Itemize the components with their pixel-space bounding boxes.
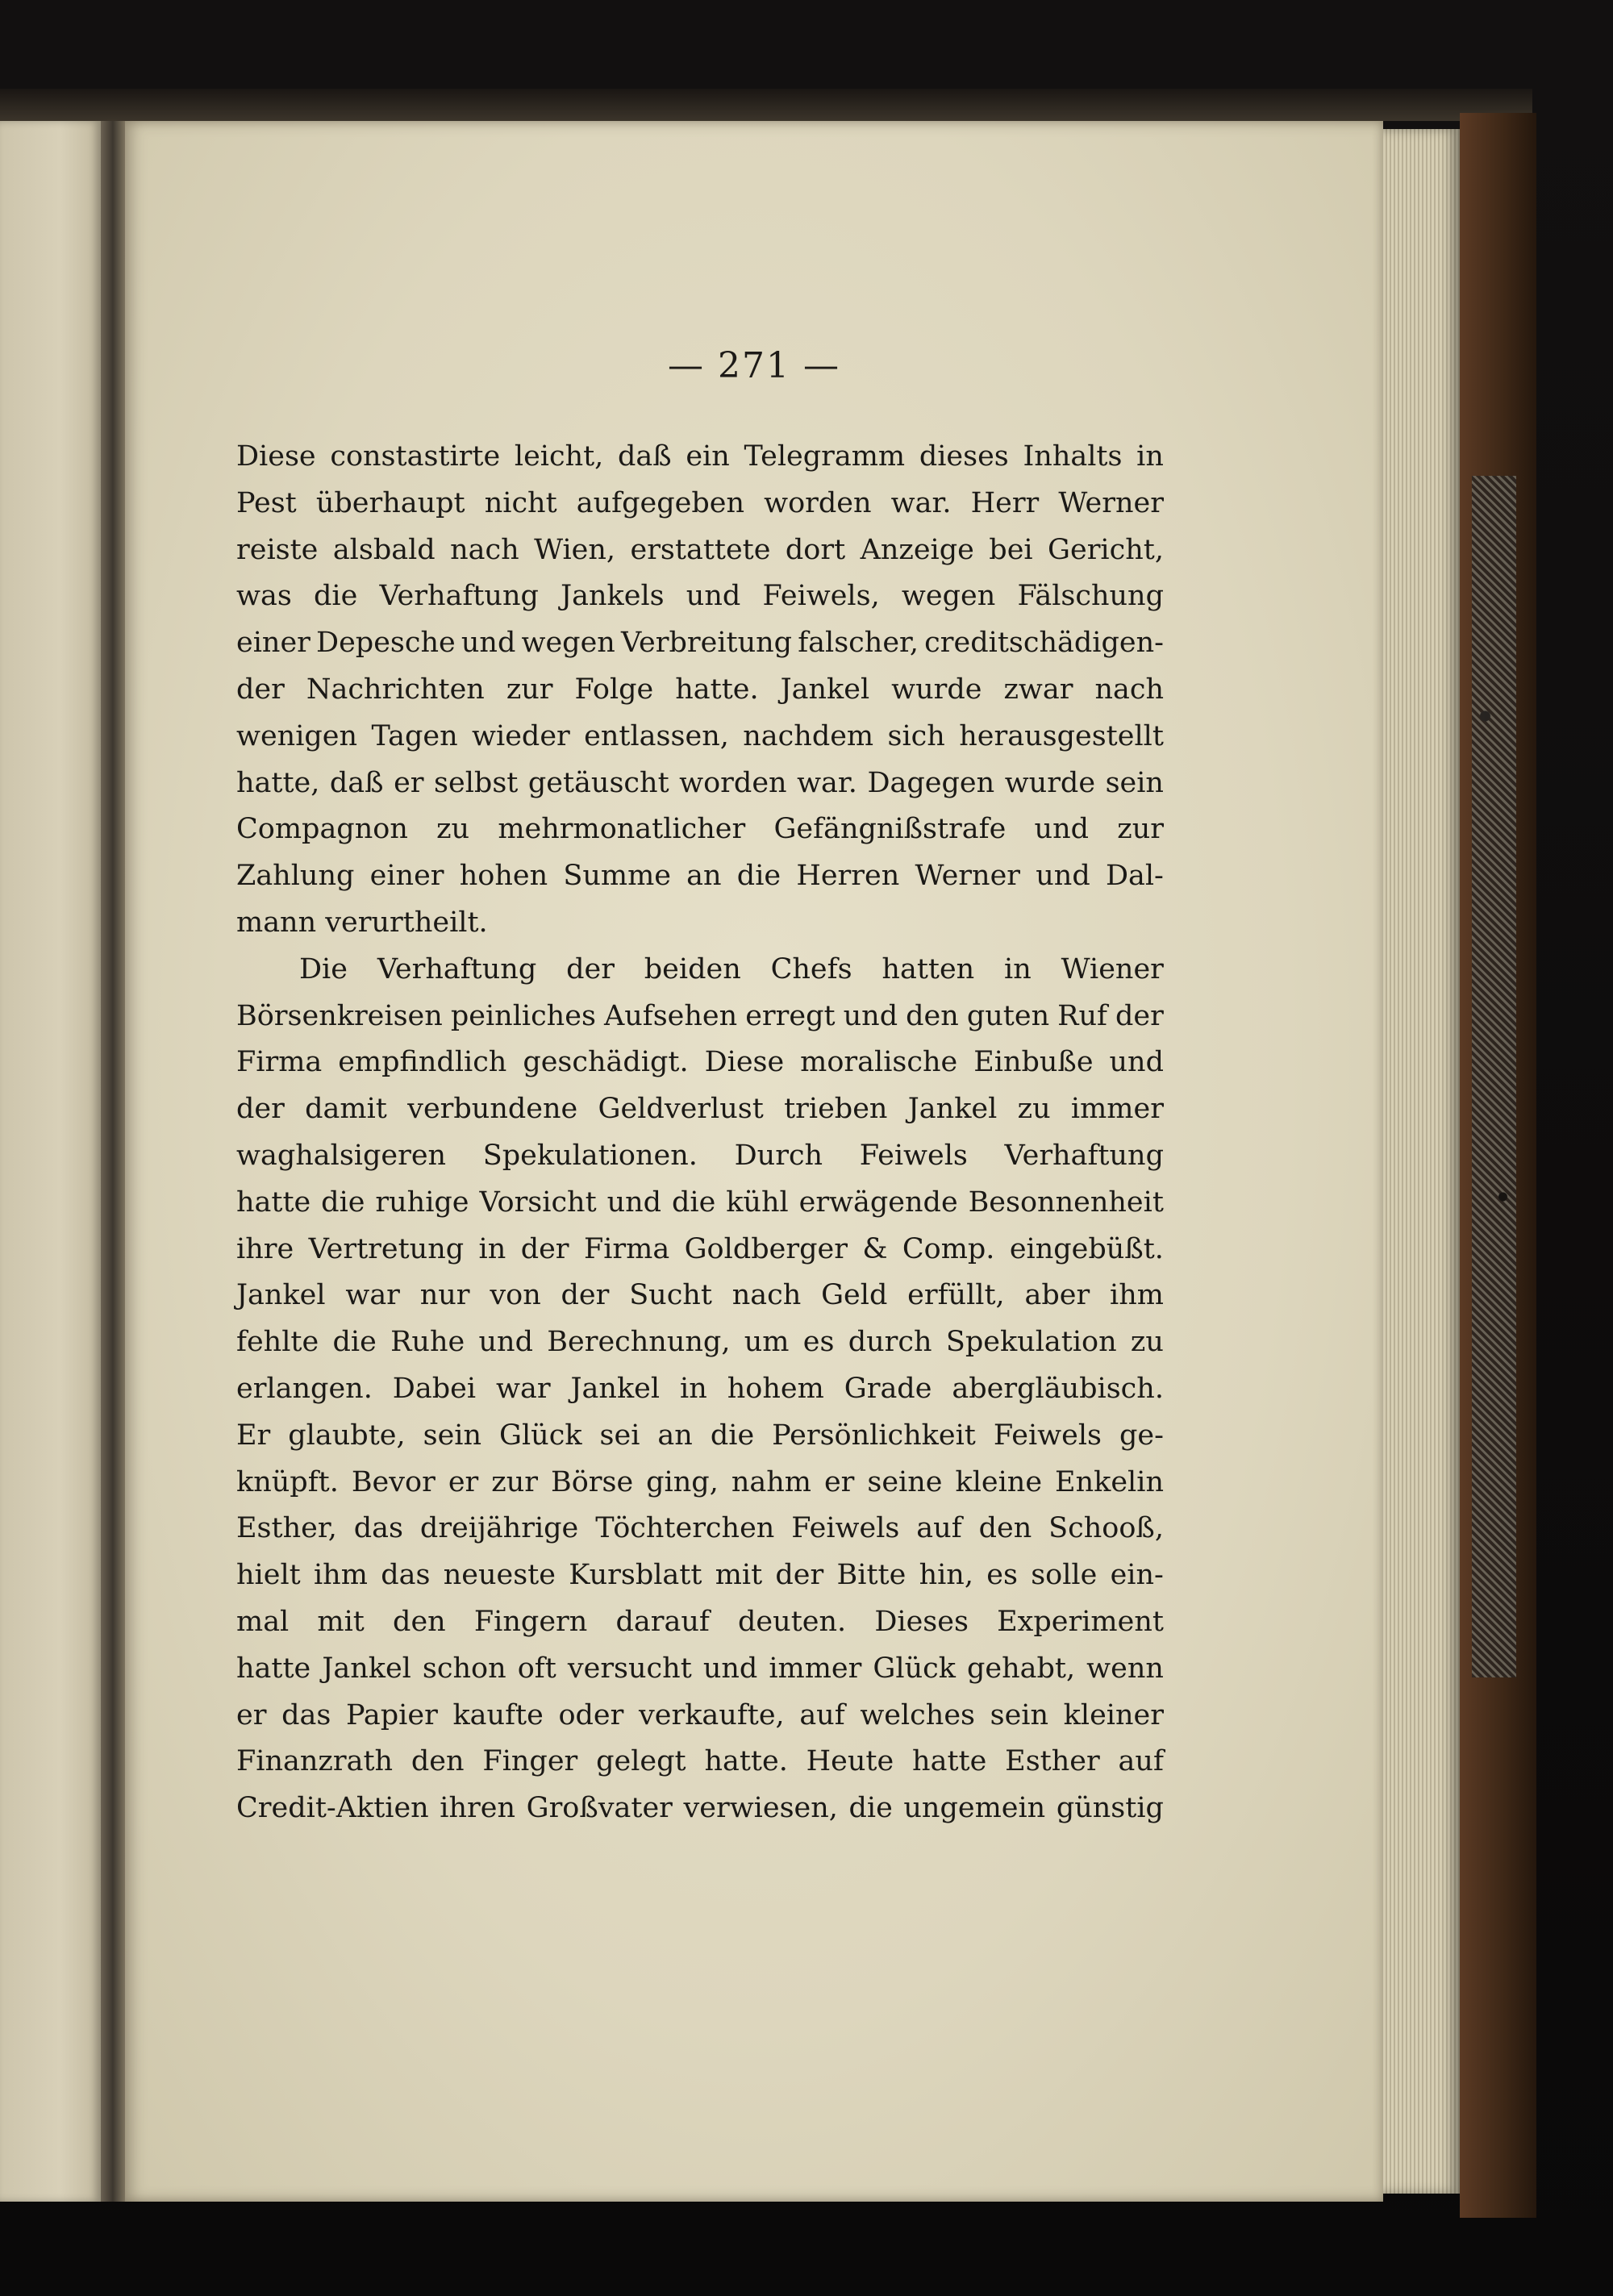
text-line: hatte Jankel schon oft versucht und immer Glück gehabt, wenn bbox=[236, 1652, 1164, 1685]
page-edges-stack bbox=[1383, 129, 1460, 2194]
page-number: — 271 — bbox=[668, 345, 840, 386]
text-line: Jankel war nur von der Sucht nach Geld erfüllt, aber ihm bbox=[236, 1279, 1164, 1312]
text-line: Compagnon zu mehrmonatlicher Gefängnißstrafe und zur bbox=[236, 813, 1164, 846]
text-line: hielt ihm das neueste Kursblatt mit der Bitte hin, es solle ein- bbox=[236, 1559, 1164, 1592]
text-line: knüpft. Bevor er zur Börse ging, nahm er seine kleine Enkelin bbox=[236, 1465, 1164, 1498]
text-line: der Nachrichten zur Folge hatte. Jankel wurde zwar nach bbox=[236, 673, 1164, 706]
marbled-cover-pattern bbox=[1472, 476, 1516, 1677]
text-line: mal mit den Fingern darauf deuten. Dieses Experiment bbox=[236, 1605, 1164, 1638]
text-line: Börsenkreisen peinliches Aufsehen erregt und den guten Ruf der bbox=[236, 999, 1164, 1032]
text-line: Er glaubte, sein Glück sei an die Persönlichkeit Feiwels ge- bbox=[236, 1419, 1164, 1452]
text-line: fehlte die Ruhe und Berechnung, um es durch Spekulation zu bbox=[236, 1326, 1164, 1359]
page-text bbox=[236, 434, 1164, 1832]
text-line: wenigen Tagen wieder entlassen, nachdem sich herausgestellt bbox=[236, 719, 1164, 752]
left-page-edge bbox=[0, 121, 101, 2202]
text-line: ihre Vertretung in der Firma Goldberger & Comp. eingebüßt. bbox=[236, 1232, 1164, 1265]
text-line: Firma empfindlich geschädigt. Diese moralische Einbuße und bbox=[236, 1046, 1164, 1079]
text-line: hatte die ruhige Vorsicht und die kühl erwägende Besonnenheit bbox=[236, 1186, 1164, 1219]
text-line: reiste alsbald nach Wien, erstattete dort Anzeige bei Gericht, bbox=[236, 533, 1164, 566]
text-line: Diese constastirte leicht, daß ein Telegramm dieses Inhalts in bbox=[236, 440, 1164, 473]
book-gutter bbox=[101, 121, 125, 2202]
text-line: einer Depesche und wegen Verbreitung falscher, creditschädigen- bbox=[236, 627, 1164, 660]
text-line: hatte, daß er selbst getäuscht worden war. Dagegen wurde sein bbox=[236, 766, 1164, 799]
text-line: Finanzrath den Finger gelegt hatte. Heute hatte Esther auf bbox=[236, 1745, 1164, 1778]
text-line: der damit verbundene Geldverlust trieben Jankel zu immer bbox=[236, 1093, 1164, 1126]
text-line: er das Papier kaufte oder verkaufte, auf welches sein kleiner bbox=[236, 1698, 1164, 1731]
book-top-edge bbox=[0, 89, 1532, 121]
text-line: was die Verhaftung Jankels und Feiwels, wegen Fälschung bbox=[236, 580, 1164, 613]
text-line: waghalsigeren Spekulationen. Durch Feiwels Verhaftung bbox=[236, 1139, 1164, 1172]
text-line: Credit-Aktien ihren Großvater verwiesen, die ungemein günstig bbox=[236, 1792, 1164, 1825]
text-line: Esther, das dreijährige Töchterchen Feiwels auf den Schooß, bbox=[236, 1512, 1164, 1545]
text-line: Zahlung einer hohen Summe an die Herren Werner und Dal- bbox=[236, 860, 1164, 893]
text-line: mann verurtheilt. bbox=[236, 906, 488, 939]
text-line: Die Verhaftung der beiden Chefs hatten in Wiener bbox=[299, 952, 1164, 985]
text-line: erlangen. Dabei war Jankel in hohem Grade abergläubisch. bbox=[236, 1372, 1164, 1405]
text-line: Pest überhaupt nicht aufgegeben worden war. Herr Werner bbox=[236, 486, 1164, 519]
